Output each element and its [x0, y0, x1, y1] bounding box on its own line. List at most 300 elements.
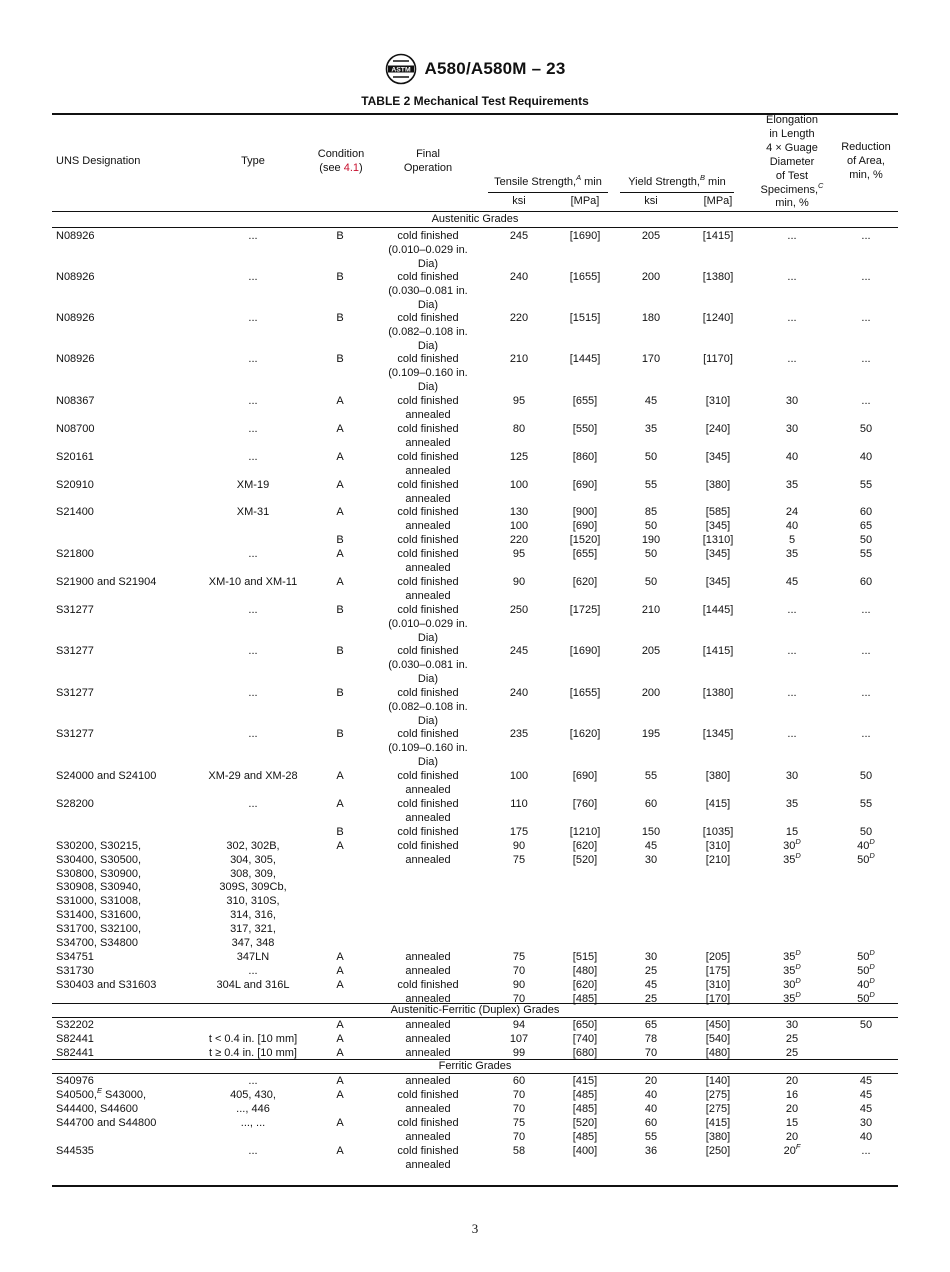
cell-el: 45 [785, 576, 799, 588]
cell-ys: 50 [644, 451, 658, 463]
cell-ts: 235 [509, 728, 529, 740]
col-uns-header: UNS Designation [56, 155, 141, 167]
cell-op: cold finished [397, 271, 459, 283]
svg-text:ASTM: ASTM [390, 66, 411, 74]
cell-tm: [1515] [569, 312, 601, 324]
cell-tm: [1690] [569, 645, 601, 657]
cell-ys: 70 [644, 1047, 658, 1059]
group-ferritic: Ferritic Grades [438, 1060, 512, 1072]
cell-tm: [485] [572, 1130, 598, 1143]
cell-el: 25 [785, 1047, 799, 1059]
cell-ys: 30 [644, 853, 658, 866]
cell-ym: [345] [705, 451, 731, 463]
cell-ra: 40 [859, 1130, 873, 1143]
cell-el: 30 [785, 1019, 799, 1031]
cell-ra: 50 [859, 423, 873, 435]
cell-el: ... [787, 604, 797, 616]
cell-ra: 50 [859, 534, 873, 546]
cell-uns: S31730 [56, 965, 94, 977]
cell-ra: 60 [859, 506, 873, 518]
cell-type: ... [248, 451, 258, 463]
cell-ts: 245 [509, 230, 529, 242]
cell-tm: [680] [572, 1047, 598, 1059]
cell-el: 5 [788, 534, 796, 546]
cell-ra: 60 [859, 576, 873, 588]
cell-type: XM-19 [236, 479, 270, 491]
cell-ys: 205 [641, 645, 661, 657]
cell-ym: [310] [705, 395, 731, 407]
cell-el: ... [787, 645, 797, 657]
cell-ys: 30 [644, 951, 658, 963]
header-bottom-rule [52, 211, 898, 212]
cell-type: 304L and 316L [216, 979, 290, 991]
cell-op: Dia) [417, 755, 439, 768]
cell-el: 40 [785, 451, 799, 463]
astm-logo-icon [385, 53, 417, 85]
cell-ym: [450] [705, 1019, 731, 1031]
cell-op: annealed [405, 1047, 451, 1059]
cell-cond: A [336, 1117, 344, 1129]
cell-op: (0.010–0.029 in. [388, 243, 468, 256]
tensile-span-rule [488, 192, 608, 193]
cell-uns: S44400, S44600 [56, 1102, 138, 1115]
cell-op: (0.109–0.160 in. [388, 741, 468, 754]
cell-el: $35^D$ [783, 989, 801, 1005]
cell-tm: [1620] [569, 728, 601, 740]
cell-cond: B [336, 645, 344, 657]
cell-tm: [690] [572, 519, 598, 532]
cell-ra: 45 [859, 1102, 873, 1115]
cell-ys: 200 [641, 271, 661, 283]
cell-el: 15 [785, 826, 799, 838]
cell-ra: 65 [859, 519, 873, 532]
col-final-operation-header: Final Operation [403, 148, 453, 174]
cell-type: t ≥ 0.4 in. [10 mm] [209, 1047, 297, 1059]
document-header [0, 56, 950, 82]
cell-ts: 90 [512, 576, 526, 588]
col-condition-header: Condition (see 4.1) [317, 148, 365, 174]
cell-el: ... [787, 728, 797, 740]
cell-ys: 45 [644, 395, 658, 407]
cell-ts: 240 [509, 271, 529, 283]
cell-uns: S28200 [56, 798, 94, 810]
cell-ra: 45 [859, 1089, 873, 1101]
cell-ra: 50 [859, 770, 873, 782]
cell-cond: A [336, 548, 344, 560]
cell-cond: A [336, 1047, 344, 1059]
cell-tm: [690] [572, 770, 598, 782]
cell-tm: [620] [572, 576, 598, 588]
cell-ys: 55 [644, 1130, 658, 1143]
cell-cond: A [336, 395, 344, 407]
cell-uns: S31277 [56, 645, 94, 657]
cell-ys: 25 [644, 992, 658, 1005]
cell-ym: [170] [705, 992, 731, 1005]
cell-cond: A [336, 451, 344, 463]
cell-el: ... [787, 230, 797, 242]
cell-tm: [550] [572, 423, 598, 435]
cell-ts: 210 [509, 353, 529, 365]
cell-uns: S34751 [56, 951, 94, 963]
cell-ra: 30 [859, 1117, 873, 1129]
cell-ys: 50 [644, 576, 658, 588]
cell-op: annealed [405, 951, 451, 963]
cell-ts: 220 [509, 312, 529, 324]
cell-tm: [520] [572, 853, 598, 866]
cell-el: $30^D$ [783, 976, 801, 991]
cell-uns: S24000 and S24100 [56, 770, 157, 782]
cell-ym: [1310] [702, 534, 734, 546]
cell-type: ... [248, 965, 258, 977]
cell-ts: 60 [512, 1075, 526, 1087]
cell-type: ... [248, 548, 258, 560]
cell-op: cold finished [397, 230, 459, 242]
page-number: 3 [471, 1221, 479, 1236]
standard-number: A580/A580M – 23 [424, 59, 566, 78]
cell-ra: ... [861, 687, 871, 699]
cell-el: 20 [785, 1130, 799, 1143]
cell-op: cold finished [397, 312, 459, 324]
cell-ts: 75 [512, 951, 526, 963]
cell-ra: 55 [859, 479, 873, 491]
cell-cond: A [336, 576, 344, 588]
cell-op: annealed [405, 408, 451, 421]
cell-cond: A [336, 798, 344, 810]
cell-ys: 60 [644, 798, 658, 810]
cell-uns: S30800, S30900, [56, 867, 142, 880]
cell-ym: [1345] [702, 728, 734, 740]
cell-uns: S44535 [56, 1145, 94, 1157]
cell-ts: 70 [512, 1089, 526, 1101]
cell-type: 317, 321, [230, 922, 276, 935]
group-ferritic-rule [52, 1073, 898, 1074]
cell-cond: A [336, 506, 344, 518]
cell-uns: S30403 and S31603 [56, 979, 157, 991]
cell-type: 347, 348 [231, 936, 275, 949]
cell-uns: S40500,$^E$ S43000, [56, 1086, 147, 1101]
cell-el: 15 [785, 1117, 799, 1129]
cell-op: annealed [405, 1130, 451, 1143]
cell-ts: 90 [512, 840, 526, 852]
cell-type: ... [248, 604, 258, 616]
cell-type: ... [248, 728, 258, 740]
cell-cond: B [336, 230, 344, 242]
cell-ys: 45 [644, 840, 658, 852]
cell-type: 304, 305, [230, 853, 276, 866]
cell-ym: [380] [705, 770, 731, 782]
cell-type: 309S, 309Cb, [219, 881, 287, 894]
cell-ts: 70 [512, 965, 526, 977]
cell-cond: B [336, 728, 344, 740]
cell-uns: S44700 and S44800 [56, 1117, 157, 1129]
cell-ts: 100 [509, 770, 529, 782]
cell-op: cold finished [397, 576, 459, 588]
cell-ym: [345] [705, 519, 731, 532]
cell-type: ... [248, 1075, 258, 1087]
cell-el: 35 [785, 479, 799, 491]
cell-cond: B [336, 604, 344, 616]
cell-uns: N08926 [56, 230, 95, 242]
cell-ts: 94 [512, 1019, 526, 1031]
cell-uns: S82441 [56, 1047, 94, 1059]
cell-ys: 78 [644, 1033, 658, 1045]
cell-tm: [1445] [569, 353, 601, 365]
cell-cond: A [336, 979, 344, 991]
cell-el: ... [787, 353, 797, 365]
cell-op: annealed [405, 965, 451, 977]
cell-tm: [485] [572, 992, 598, 1005]
cell-cond: A [336, 1145, 344, 1157]
cell-ra: 55 [859, 798, 873, 810]
cell-ym: [175] [705, 965, 731, 977]
cell-ys: 65 [644, 1019, 658, 1031]
cell-ys: 205 [641, 230, 661, 242]
tensile-mpa-unit: [MPa] [570, 195, 600, 207]
col-type-header: Type [241, 155, 265, 167]
cell-ym: [310] [705, 979, 731, 991]
cell-op: annealed [405, 811, 451, 824]
cell-type: 310, 310S, [226, 895, 280, 908]
cell-ym: [250] [705, 1145, 731, 1157]
cell-ys: 40 [644, 1102, 658, 1115]
col-elongation-header: Elongation in Length 4 × Guage Diameter of Test Specimens,$^C$ min, % [760, 114, 824, 210]
cell-ym: [1170] [703, 353, 733, 365]
cell-uns: S21400 [56, 506, 94, 518]
cell-type: 314, 316, [230, 909, 276, 921]
cell-ys: 190 [641, 534, 661, 546]
cell-ys: 210 [641, 604, 661, 616]
cell-tm: [515] [572, 951, 598, 963]
cell-tm: [485] [572, 1102, 598, 1115]
cell-tm: [860] [572, 451, 598, 463]
cell-ym: [1415] [702, 230, 734, 242]
cell-ra: ... [861, 395, 871, 407]
cell-tm: [1690] [569, 230, 601, 242]
cell-ra: 50 [859, 1019, 873, 1031]
cell-op: Dia) [417, 631, 439, 644]
cell-tm: [1655] [569, 271, 601, 283]
cell-el: 24 [785, 506, 799, 518]
cell-el: 30 [785, 395, 799, 407]
cell-cond: A [336, 840, 344, 852]
cell-uns: S30200, S30215, [56, 840, 142, 852]
cell-ym: [345] [705, 548, 731, 560]
cell-cond: A [336, 770, 344, 782]
cell-op: cold finished [397, 451, 459, 463]
cell-uns: S31700, S32100, [56, 922, 142, 935]
cell-ts: 100 [509, 519, 529, 532]
cell-ys: 85 [644, 506, 658, 518]
cell-tm: [520] [572, 1117, 598, 1129]
group-duplex-rule [52, 1017, 898, 1018]
cell-tm: [480] [572, 965, 598, 977]
cell-tm: [655] [572, 548, 598, 560]
cell-cond: A [336, 1075, 344, 1087]
cell-el: $35^D$ [783, 962, 801, 977]
cell-ym: [1445] [702, 604, 734, 616]
cell-ra: 55 [859, 548, 873, 560]
cell-ra: ... [861, 312, 871, 324]
cell-op: annealed [405, 783, 451, 796]
cell-ts: 107 [509, 1033, 529, 1045]
cell-ym: [480] [705, 1047, 731, 1059]
cell-ym: [140] [705, 1075, 731, 1087]
cell-op: annealed [405, 1019, 451, 1031]
cell-ra: $50^D$ [857, 989, 875, 1005]
cell-op: cold finished [397, 395, 459, 407]
cell-tm: [400] [572, 1145, 598, 1157]
cell-op: Dia) [417, 672, 439, 685]
cell-type: ... [248, 687, 258, 699]
cell-tm: [415] [572, 1075, 598, 1087]
cell-type: ... [248, 645, 258, 657]
cell-ym: [540] [705, 1033, 731, 1045]
cell-ra: ... [861, 1145, 871, 1157]
cell-uns: S30908, S30940, [56, 881, 142, 894]
cell-ra: 45 [859, 1075, 873, 1087]
cell-cond: B [336, 271, 344, 283]
cell-type: 405, 430, [230, 1089, 276, 1101]
cell-type: ... [248, 1145, 258, 1157]
cell-ys: 45 [644, 979, 658, 991]
cell-ts: 125 [509, 451, 529, 463]
cell-op: (0.082–0.108 in. [388, 700, 468, 713]
cell-op: cold finished [397, 826, 459, 838]
cell-cond: B [336, 312, 344, 324]
cell-tm: [760] [572, 798, 598, 810]
cell-ts: 58 [512, 1145, 526, 1157]
cell-op: annealed [405, 464, 451, 477]
cell-ys: 35 [644, 423, 658, 435]
cell-el: ... [787, 687, 797, 699]
cell-el: 25 [785, 1033, 799, 1045]
cell-uns: S40976 [56, 1075, 94, 1087]
cell-ra: $50^D$ [857, 948, 875, 963]
cell-uns: N08926 [56, 271, 95, 283]
cell-op: Dia) [417, 380, 439, 393]
cell-ym: [380] [705, 1130, 731, 1143]
cell-uns: S31277 [56, 687, 94, 699]
cell-op: annealed [405, 1033, 451, 1045]
cell-op: Dia) [417, 298, 439, 311]
cell-ys: 50 [644, 548, 658, 560]
cell-ra: $50^D$ [857, 850, 875, 866]
cell-ts: 240 [509, 687, 529, 699]
cell-ys: 170 [641, 353, 661, 365]
cell-ys: 60 [644, 1117, 658, 1129]
cell-ts: 80 [512, 423, 526, 435]
cell-ts: 250 [509, 604, 529, 616]
cell-uns: S20910 [56, 479, 94, 491]
cell-ts: 245 [509, 645, 529, 657]
cell-uns: N08700 [56, 423, 95, 435]
cell-ym: [1035] [702, 826, 734, 838]
cell-el: $30^D$ [783, 837, 801, 852]
cell-type: 308, 309, [230, 867, 276, 880]
cell-cond: A [336, 951, 344, 963]
cell-op: (0.030–0.081 in. [388, 658, 468, 671]
cell-cond: B [336, 534, 344, 546]
cell-ra: ... [861, 353, 871, 365]
cell-type: ... [248, 230, 258, 242]
cell-ts: 220 [509, 534, 529, 546]
cell-op: annealed [405, 492, 451, 505]
cell-ym: [1415] [702, 645, 734, 657]
cell-tm: [620] [572, 840, 598, 852]
cell-ts: 75 [512, 853, 526, 866]
cell-ym: [415] [705, 798, 731, 810]
cell-type: XM-31 [236, 506, 270, 518]
col-reduction-header: Reduction of Area, min, % [841, 141, 891, 181]
cell-uns: S32202 [56, 1019, 94, 1031]
cell-cond: B [336, 826, 344, 838]
cell-ts: 70 [512, 1102, 526, 1115]
cell-op: (0.030–0.081 in. [388, 284, 468, 297]
cell-type: 302, 302B, [226, 840, 280, 852]
cell-ra: ... [861, 604, 871, 616]
cell-op: annealed [405, 992, 451, 1005]
cell-cond: B [336, 353, 344, 365]
cell-cond: A [336, 965, 344, 977]
cell-op: cold finished [397, 798, 459, 810]
cell-tm: [485] [572, 1089, 598, 1101]
cell-el: 40 [785, 519, 799, 532]
yield-mpa-unit: [MPa] [703, 195, 733, 207]
cell-op: cold finished [397, 353, 459, 365]
cell-tm: [650] [572, 1019, 598, 1031]
cell-ys: 36 [644, 1145, 658, 1157]
cell-cond: A [336, 423, 344, 435]
cell-ym: [205] [705, 951, 731, 963]
cell-el: 16 [785, 1089, 799, 1101]
cell-cond: A [336, 1089, 344, 1101]
cell-uns: N08367 [56, 395, 95, 407]
cell-op: cold finished [397, 770, 459, 782]
cell-type: ... [248, 271, 258, 283]
cell-ra: ... [861, 230, 871, 242]
cell-ra: ... [861, 271, 871, 283]
cell-op: (0.109–0.160 in. [388, 366, 468, 379]
group-austenitic-rule [52, 227, 898, 228]
cell-type: 347LN [236, 951, 270, 963]
cell-cond: A [336, 1019, 344, 1031]
tensile-ksi-unit: ksi [512, 195, 526, 207]
cell-uns: S31000, S31008, [56, 895, 142, 908]
cell-tm: [1520] [569, 534, 601, 546]
cell-ra: $40^D$ [857, 837, 875, 852]
cell-ym: [1380] [702, 271, 734, 283]
cell-tm: [690] [572, 479, 598, 491]
cell-cond: A [336, 1033, 344, 1045]
cell-uns: N08926 [56, 353, 95, 365]
cell-ym: [585] [705, 506, 731, 518]
cell-el: 20 [785, 1102, 799, 1115]
cell-ys: 55 [644, 479, 658, 491]
cell-uns: S20161 [56, 451, 94, 463]
group-duplex: Austenitic-Ferritic (Duplex) Grades [390, 1004, 560, 1016]
cell-uns: S34700, S34800 [56, 936, 138, 949]
cell-tm: [1210] [569, 826, 601, 838]
cell-ys: 150 [641, 826, 661, 838]
cell-ra: $40^D$ [857, 976, 875, 991]
cell-el: ... [787, 312, 797, 324]
cell-ym: [1380] [702, 687, 734, 699]
cell-uns: S31277 [56, 604, 94, 616]
cell-op: cold finished [397, 1145, 459, 1157]
yield-ksi-unit: ksi [644, 195, 658, 207]
cell-op: cold finished [397, 604, 459, 616]
cell-tm: [1655] [569, 687, 601, 699]
